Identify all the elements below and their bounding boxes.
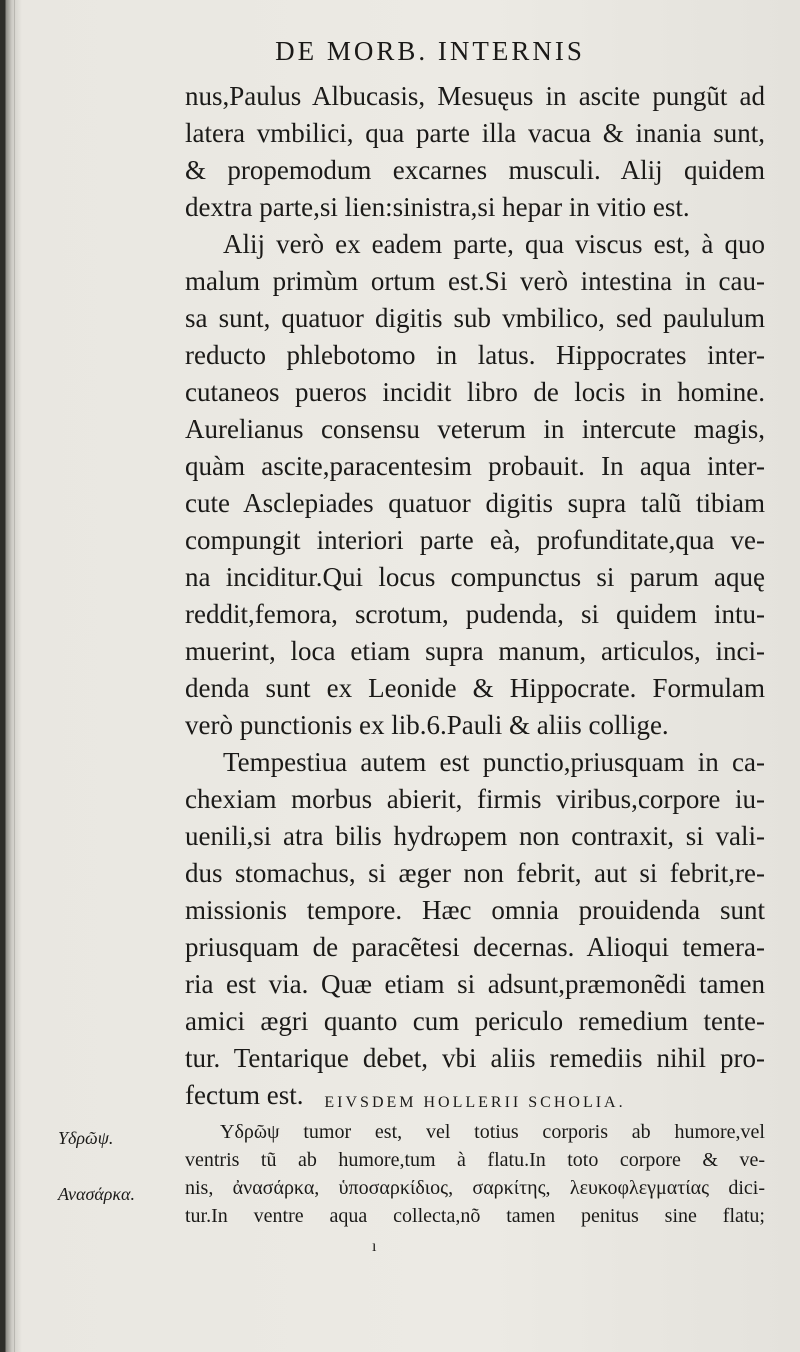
- text-line: dus stomachus, si æger non febrit, aut si febrit,re-: [185, 858, 765, 888]
- text-line: muerint, loca etiam supra manum, articulos, inci-: [185, 636, 765, 666]
- text-line: missionis tempore. Hæc omnia prouidenda sunt: [185, 895, 765, 925]
- text-line: fectum est.: [185, 1080, 304, 1110]
- text-line: Aurelianus consensu veterum in intercute magis,: [185, 414, 765, 444]
- scholia-line: Yδρῶψ tumor est, vel totius corporis ab humore,vel: [220, 1121, 765, 1143]
- text-line: reducto phlebotomo in latus. Hippocrates inter-: [185, 340, 765, 370]
- text-line: verò punctionis ex lib.6.Pauli & aliis collige.: [185, 710, 669, 740]
- text-line: ria est via. Quæ etiam si adsunt,præmonẽdi tamen: [185, 969, 765, 999]
- text-line: nus,Paulus Albucasis, Mesuęus in ascite pungũt ad: [185, 81, 765, 111]
- scholia-heading: EIVSDEM HOLLERII SCHOLIA.: [324, 1094, 626, 1111]
- text-line: Alij verò ex eadem parte, qua viscus est, à quo: [223, 229, 765, 259]
- text-line: cute Asclepiades quatuor digitis supra talũ tibiam: [185, 488, 765, 518]
- text-line: priusquam de paracẽtesi decernas. Alioqui temera-: [185, 932, 765, 962]
- scholia-line: tur.In ventre aqua collecta,nõ tamen penitus sine flatu;: [185, 1205, 765, 1227]
- text-line: latera vmbilici, qua parte illa vacua & inania sunt,: [185, 118, 765, 148]
- running-title: DE MORB. INTERNIS: [275, 36, 585, 66]
- margin-note: Yδρῶψ.: [58, 1128, 114, 1148]
- text-line: na inciditur.Qui locus compunctus si parum aquę: [185, 562, 765, 592]
- text-line: uenili,si atra bilis hydrωpem non contraxit, si vali-: [185, 821, 765, 851]
- footer-mark: ı: [372, 1238, 377, 1255]
- text-line: quàm ascite,paracentesim probauit. In aqua inter-: [185, 451, 765, 481]
- scholia-line: nis, ἀνασάρκα, ὑποσαρκίδιος, σαρκίτης, λευκοφλεγματίας dici-: [185, 1177, 765, 1199]
- scholia-line: ventris tũ ab humore,tum à flatu.In toto corpore & ve-: [185, 1149, 765, 1171]
- text-line: Tempestiua autem est punctio,priusquam in ca-: [223, 747, 765, 777]
- page-gutter-edge: [14, 0, 15, 1352]
- text-line: denda sunt ex Leonide & Hippocrate. Formulam: [185, 673, 765, 703]
- margin-note: Ανασάρκα.: [58, 1184, 135, 1204]
- text-line: sa sunt, quatuor digitis sub vmbilico, sed paululum: [185, 303, 765, 333]
- text-line: amici ægri quanto cum periculo remedium tente-: [185, 1006, 765, 1036]
- text-line: dextra parte,si lien:sinistra,si hepar in vitio est.: [185, 192, 690, 222]
- text-line: cutaneos pueros incidit libro de locis in homine.: [185, 377, 765, 407]
- text-line: chexiam morbus abierit, firmis viribus,corpore iu-: [185, 784, 765, 814]
- text-line: & propemodum excarnes musculi. Alij quidem: [185, 155, 765, 185]
- text-line: compungit interiori parte eà, profunditate,qua ve-: [185, 525, 765, 555]
- text-line: reddit,femora, scrotum, pudenda, si quidem intu-: [185, 599, 765, 629]
- text-line: tur. Tentarique debet, vbi aliis remediis nihil pro-: [185, 1043, 765, 1073]
- text-line: malum primùm ortum est.Si verò intestina in cau-: [185, 266, 765, 296]
